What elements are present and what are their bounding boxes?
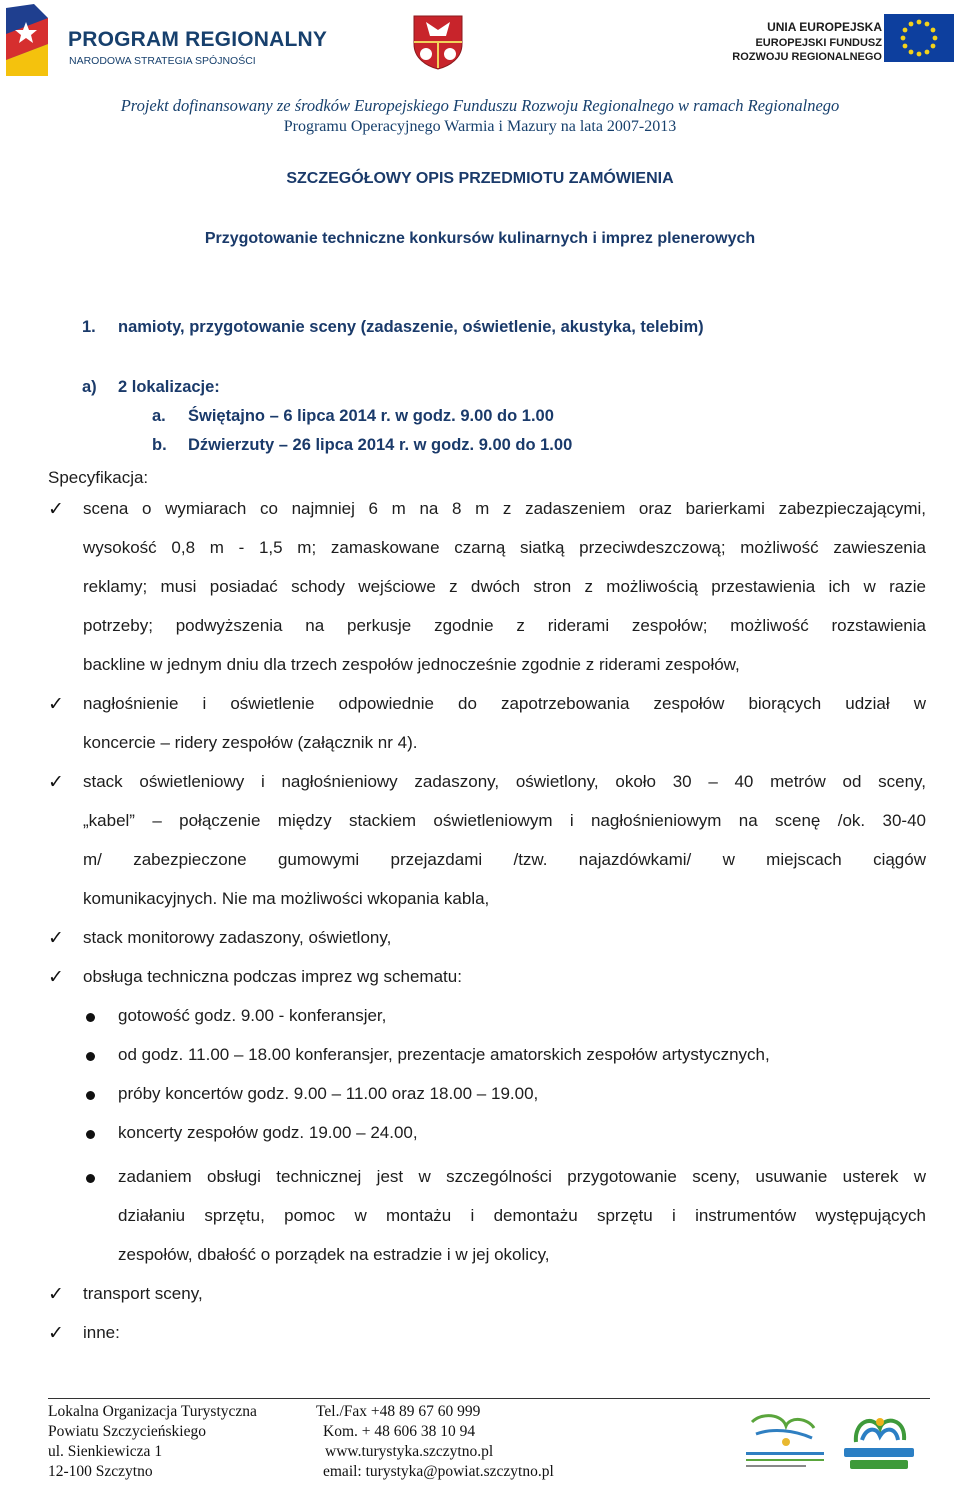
location-b-marker: b. [152, 436, 167, 454]
spec-line: scena o wymiarach co najmniej 6 m na 8 m z zadaszeniem oraz barierkami zabezpieczającymi, [83, 499, 926, 518]
location-a: Świętajno – 6 lipca 2014 r. w godz. 9.00 do 1.00 [188, 407, 554, 425]
check-icon: ✓ [48, 499, 64, 520]
program-logo-subtitle: NARODOWA STRATEGIA SPÓJNOŚCI [69, 55, 256, 67]
project-funding-line1: Projekt dofinansowany ze środków Europejskiego Funduszu Rozwoju Regionalnego w ramach Regionalnego [120, 96, 840, 115]
spec-line: backline w jednym dniu dla trzech zespołów jednocześnie zgodnie z riderami zespołów, [83, 655, 740, 674]
spec-line: wysokość 0,8 m - 1,5 m; zamaskowane czarną siatką przeciwdeszczową; możliwość zawieszenia [83, 538, 926, 557]
specification-label: Specyfikacja: [48, 468, 149, 487]
check-icon: ✓ [48, 694, 64, 715]
spec-line: komunikacyjnych. Nie ma możliwości wkopania kabla, [83, 889, 490, 908]
program-regionalny-logo [4, 4, 328, 76]
eu-flag-icon [884, 14, 954, 62]
footer-phone: Tel./Fax +48 89 67 60 999 [316, 1403, 481, 1420]
lot-logo-icon [742, 1412, 828, 1474]
footer-email-link[interactable]: email: turystyka@powiat.szczytno.pl [323, 1463, 554, 1480]
eu-logo-line3: ROZWOJU REGIONALNEGO [732, 51, 882, 63]
spec-line: transport sceny, [83, 1284, 203, 1303]
footer-divider [48, 1398, 930, 1399]
warmia-mazury-logo [836, 1410, 922, 1476]
footer-city: 12-100 Szczytno [48, 1463, 153, 1480]
project-funding-line2: Programu Operacyjnego Warmia i Mazury na lata 2007-2013 [283, 118, 677, 135]
eu-logo-line2: EUROPEJSKI FUNDUSZ [755, 37, 882, 49]
check-icon: ✓ [48, 772, 64, 793]
crest-icon [412, 14, 464, 70]
schedule-item: gotowość godz. 9.00 - konferansjer, [118, 1006, 387, 1025]
locations-label: 2 lokalizacje: [118, 378, 220, 396]
spec-line: inne: [83, 1323, 120, 1342]
footer-street: ul. Sienkiewicza 1 [48, 1443, 163, 1460]
bullet-icon [86, 1091, 95, 1100]
footer-mobile: Kom. + 48 606 38 10 94 [323, 1423, 476, 1440]
bullet-icon [86, 1174, 95, 1183]
check-icon: ✓ [48, 967, 64, 988]
section-number: 1. [82, 318, 96, 336]
schedule-item: koncerty zespołów godz. 19.00 – 24.00, [118, 1123, 418, 1142]
location-b: Dźwierzuty – 26 lipca 2014 r. w godz. 9.00 do 1.00 [188, 436, 573, 454]
check-icon: ✓ [48, 1323, 64, 1344]
schedule-item: od godz. 11.00 – 18.00 konferansjer, prezentacje amatorskich zespołów artystycznych, [118, 1045, 770, 1064]
footer-org-name: Lokalna Organizacja Turystyczna [48, 1403, 257, 1420]
schedule-item: próby koncertów godz. 9.00 – 11.00 oraz 18.00 – 19.00, [118, 1084, 539, 1103]
spec-line: stack monitorowy zadaszony, oświetlony, [83, 928, 392, 947]
warmia-mazury-logo-icon [836, 1410, 922, 1476]
bullet-icon [86, 1052, 95, 1061]
schedule-item: zadaniem obsługi technicznej jest w szczególności przygotowanie sceny, usuwanie usterek w [118, 1167, 926, 1186]
locations-marker: a) [82, 378, 97, 396]
eu-logo-line1: UNIA EUROPEJSKA [767, 20, 882, 34]
lot-logo [742, 1412, 828, 1474]
footer-website-link[interactable]: www.turystyka.szczytno.pl [325, 1443, 494, 1460]
schedule-item: zespołów, dbałość o porządek na estradzie i w jej okolicy, [118, 1245, 550, 1264]
spec-line: stack oświetleniowy i nagłośnieniowy zadaszony, oświetlony, około 30 – 40 metrów od sceny, [83, 772, 926, 791]
spec-line: obsługa techniczna podczas imprez wg schematu: [83, 967, 462, 986]
spec-line: m/ zabezpieczone gumowymi przejazdami /tzw. najazdówkami/ w miejscach ciągów [83, 850, 926, 869]
schedule-item: działaniu sprzętu, pomoc w montażu i demontażu sprzętu i instrumentów występujących [118, 1206, 926, 1225]
document-title: SZCZEGÓŁOWY OPIS PRZEDMIOTU ZAMÓWIENIA [286, 170, 674, 187]
warmia-mazury-crest [412, 14, 464, 70]
bullet-icon [86, 1013, 95, 1022]
document-subtitle: Przygotowanie techniczne konkursów kulinarnych i imprez plenerowych [204, 230, 756, 247]
bullet-icon [86, 1130, 95, 1139]
spec-line: nagłośnienie i oświetlenie odpowiednie do zapotrzebowania zespołów biorących udział w [83, 694, 926, 713]
spec-line: „kabel” – połączenie między stackiem oświetleniowym i nagłośnieniowym na scenę /ok. 30-40 [83, 811, 926, 830]
program-logo-title: PROGRAM REGIONALNY [68, 28, 328, 51]
location-a-marker: a. [152, 407, 166, 425]
eu-logo [730, 6, 956, 70]
spec-line: koncercie – ridery zespołów (załącznik nr 4). [83, 733, 418, 752]
spec-line: potrzeby; podwyższenia na perkusje zgodnie z riderami zespołów; możliwość rozstawienia [83, 616, 926, 635]
spec-line: reklamy; musi posiadać schody wejściowe z dwóch stron z możliwością przestawienia ich w razie [83, 577, 926, 596]
program-flag-icon [4, 4, 62, 76]
section-heading: namioty, przygotowanie sceny (zadaszenie, oświetlenie, akustyka, telebim) [118, 318, 704, 336]
check-icon: ✓ [48, 1284, 64, 1305]
check-icon: ✓ [48, 928, 64, 949]
footer-org-county: Powiatu Szczycieńskiego [48, 1423, 206, 1440]
